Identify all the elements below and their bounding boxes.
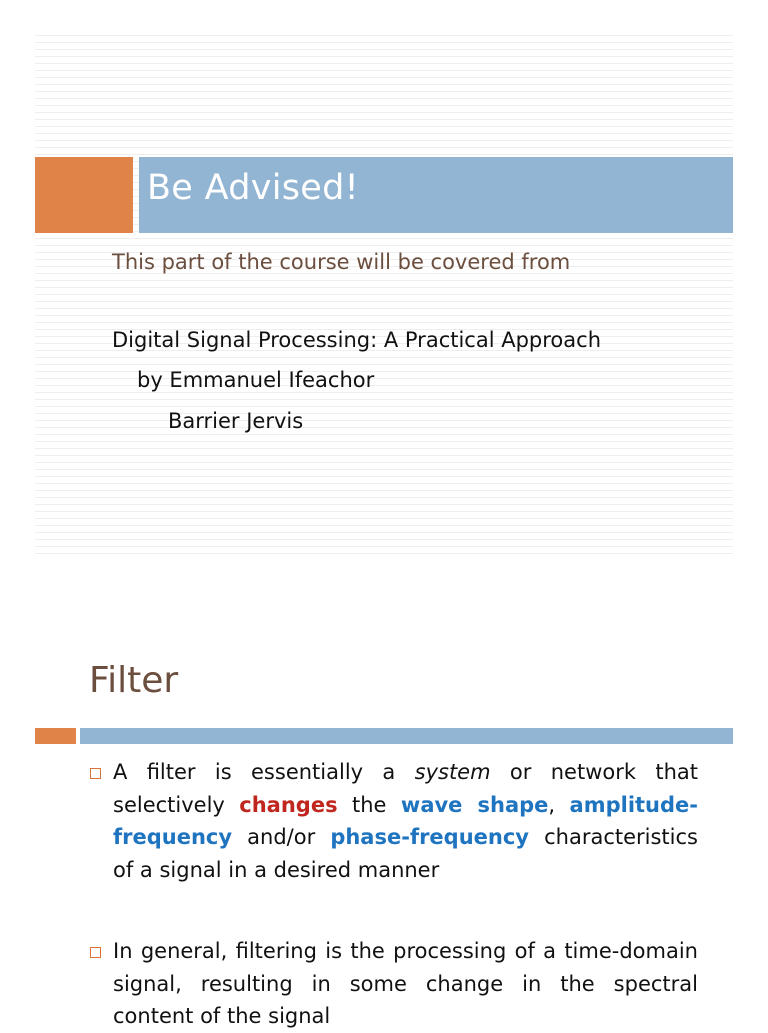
book-author-2: Barrier Jervis bbox=[168, 409, 304, 433]
bullet1-changes: changes bbox=[239, 792, 338, 817]
bullet-filter-definition bbox=[113, 756, 698, 886]
title-accent-orange bbox=[35, 157, 133, 233]
bullet1-amplitude-frequency: amplitude-frequency bbox=[113, 792, 698, 849]
bullet1-text-2: or network that selectively bbox=[113, 760, 698, 817]
bullet-square-icon bbox=[90, 947, 101, 958]
slide-heading: Filter bbox=[89, 660, 179, 701]
slide-subtitle: This part of the course will be covered from bbox=[112, 250, 571, 274]
bullet1-text-1: A filter is essentially a bbox=[113, 760, 415, 784]
book-title: Digital Signal Processing: A Practical Approach bbox=[112, 328, 601, 352]
bullet1-text-6: characteristics of a signal in a desired manner bbox=[113, 825, 698, 882]
heading-rule-orange bbox=[35, 728, 76, 744]
slide-filter bbox=[0, 600, 768, 1028]
lined-background bbox=[35, 35, 733, 557]
heading-rule-blue bbox=[80, 728, 733, 744]
bullet1-text-5: and/or bbox=[232, 825, 331, 849]
bullet-filtering-general: In general, filtering is the processing of a time-domain signal, resulting in some change in the spectral content of the signal bbox=[113, 939, 698, 1028]
book-author-1: by Emmanuel Ifeachor bbox=[137, 368, 375, 392]
bullet1-wave-shape: wave shape bbox=[400, 792, 549, 817]
bullet1-text-4: , bbox=[548, 792, 570, 817]
bullet-square-icon bbox=[90, 768, 101, 779]
bullet1-system: system bbox=[414, 760, 491, 784]
slide-title: Be Advised! bbox=[147, 168, 359, 208]
bullet1-text-3: the bbox=[337, 792, 401, 817]
bullet1-phase-frequency: phase-frequency bbox=[330, 825, 529, 849]
